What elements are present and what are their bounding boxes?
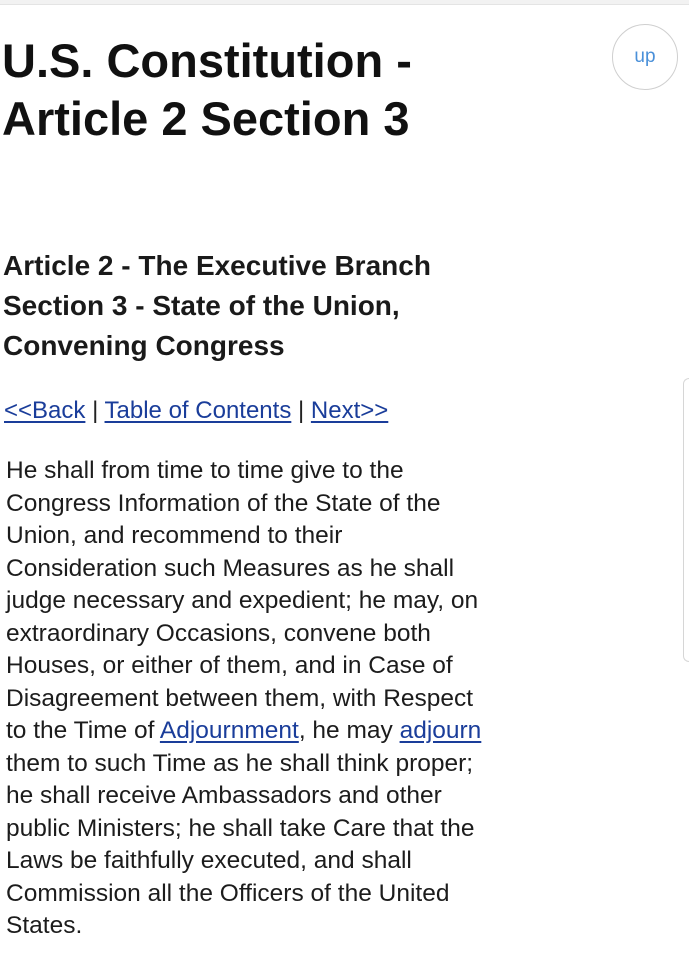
page-title-line-2: Article 2 Section 3 <box>2 92 410 145</box>
adjournment-link[interactable]: Adjournment <box>159 717 299 744</box>
table-of-contents-link[interactable]: Table of Contents <box>104 397 292 424</box>
next-link[interactable]: Next>> <box>310 397 389 424</box>
body-line: Disagreement between them, with Respect <box>6 684 474 712</box>
body-text-fragment: to the Time of <box>6 717 160 744</box>
body-line: Commission all the Officers of the United <box>6 879 450 907</box>
body-line: judge necessary and expedient; he may, on <box>6 587 479 614</box>
body-line: extraordinary Occasions, convene both <box>6 619 431 647</box>
body-line: Consideration such Measures as he shall <box>6 554 455 582</box>
section-heading <box>3 246 563 366</box>
body-line: States. <box>6 912 83 939</box>
body-line: Houses, or either of them, and in Case of <box>6 652 453 679</box>
page-title <box>2 32 562 148</box>
nav-separator: | <box>92 397 99 424</box>
body-line: He shall from time to time give to the <box>6 457 404 484</box>
back-link[interactable]: <<Back <box>4 397 86 424</box>
article-body <box>6 455 566 943</box>
scroll-up-button[interactable]: up <box>612 24 678 90</box>
navigation-links <box>4 394 388 428</box>
section-heading-line-2: Section 3 - State of the Union, <box>3 290 400 321</box>
section-heading-line-1: Article 2 - The Executive Branch <box>3 250 431 281</box>
page-title-line-1: U.S. Constitution - <box>2 34 412 87</box>
section-heading-line-3: Convening Congress <box>3 330 285 361</box>
body-line-with-links <box>6 715 566 748</box>
top-divider <box>0 0 689 5</box>
body-text-fragment: , he may <box>298 717 400 744</box>
body-line: Union, and recommend to their <box>6 522 343 549</box>
body-line: them to such Time as he shall think proper; <box>6 749 474 777</box>
body-line: Laws be faithfully executed, and shall <box>6 847 412 874</box>
body-line: public Ministers; he shall take Care that the <box>6 814 475 842</box>
body-line: Congress Information of the State of the <box>6 489 441 517</box>
side-panel-handle[interactable] <box>683 378 689 662</box>
nav-separator: | <box>298 397 305 424</box>
body-line: he shall receive Ambassadors and other <box>6 782 442 809</box>
adjourn-link[interactable]: adjourn <box>399 717 482 744</box>
